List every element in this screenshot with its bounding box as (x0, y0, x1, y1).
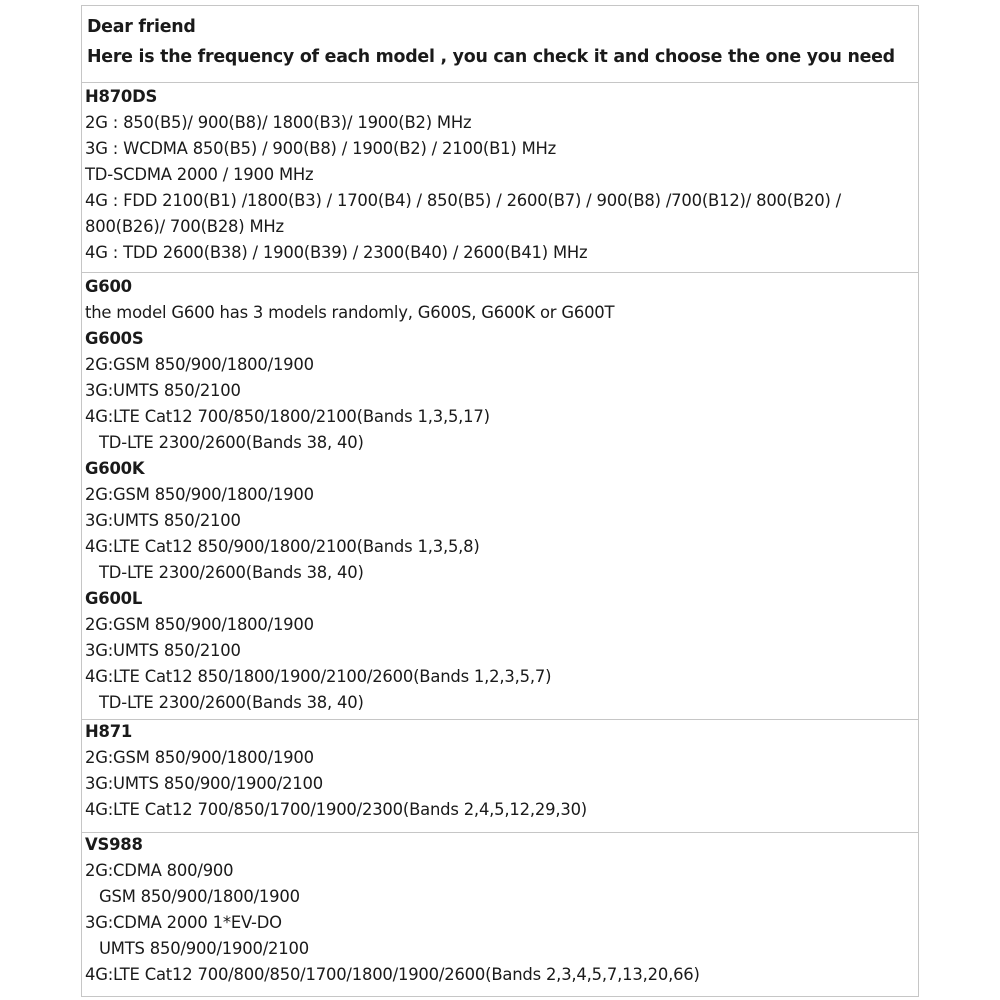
spec-line: 2G:GSM 850/900/1800/1900 (85, 355, 314, 374)
spec-line: TD-LTE 2300/2600(Bands 38, 40) (99, 563, 364, 582)
spec-line: 4G:LTE Cat12 850/1800/1900/2100/2600(Bands 1,2,3,5,7) (85, 667, 552, 686)
model-section-g600 (82, 272, 918, 719)
spec-line: 3G:UMTS 850/2100 (85, 381, 241, 400)
spec-line: 3G:CDMA 2000 1*EV-DO (85, 913, 282, 932)
spec-line: 4G:LTE Cat12 700/850/1700/1900/2300(Bands 2,4,5,12,29,30) (85, 800, 588, 819)
header-section (82, 6, 918, 82)
spec-line: 4G:LTE Cat12 850/900/1800/2100(Bands 1,3,5,8) (85, 537, 480, 556)
spec-line: TD-SCDMA 2000 / 1900 MHz (85, 165, 314, 184)
submodel-title: G600L (85, 589, 143, 608)
spec-line: UMTS 850/900/1900/2100 (99, 939, 309, 958)
spec-line: TD-LTE 2300/2600(Bands 38, 40) (99, 693, 364, 712)
model-note: the model G600 has 3 models randomly, G600S, G600K or G600T (85, 303, 615, 322)
spec-line: 4G:LTE Cat12 700/800/850/1700/1800/1900/2600(Bands 2,3,4,5,7,13,20,66) (85, 965, 700, 984)
spec-line: 3G : WCDMA 850(B5) / 900(B8) / 1900(B2) / 2100(B1) MHz (85, 139, 557, 158)
model-section-h870ds (82, 82, 918, 272)
spec-line: 2G:GSM 850/900/1800/1900 (85, 615, 314, 634)
spec-line: 3G:UMTS 850/900/1900/2100 (85, 774, 323, 793)
intro-text: Here is the frequency of each model , you can check it and choose the one you need (87, 47, 895, 67)
greeting: Dear friend (87, 17, 196, 37)
model-title: H871 (85, 722, 133, 741)
spec-line: 4G:LTE Cat12 700/850/1800/2100(Bands 1,3,5,17) (85, 407, 490, 426)
spec-line: 2G:GSM 850/900/1800/1900 (85, 485, 314, 504)
frequency-table (81, 5, 919, 997)
spec-line: 4G : FDD 2100(B1) /1800(B3) / 1700(B4) / 850(B5) / 2600(B7) / 900(B8) /700(B12)/ 800(B20) / (85, 191, 841, 210)
spec-line: 2G : 850(B5)/ 900(B8)/ 1800(B3)/ 1900(B2) MHz (85, 113, 472, 132)
spec-line: TD-LTE 2300/2600(Bands 38, 40) (99, 433, 364, 452)
model-section-vs988 (82, 832, 918, 996)
model-section-h871 (82, 719, 918, 832)
spec-line: GSM 850/900/1800/1900 (99, 887, 300, 906)
spec-line: 800(B26)/ 700(B28) MHz (85, 217, 284, 236)
submodel-title: G600K (85, 459, 145, 478)
spec-line: 3G:UMTS 850/2100 (85, 511, 241, 530)
spec-line: 2G:CDMA 800/900 (85, 861, 234, 880)
spec-line: 3G:UMTS 850/2100 (85, 641, 241, 660)
spec-line: 4G : TDD 2600(B38) / 1900(B39) / 2300(B40) / 2600(B41) MHz (85, 243, 588, 262)
model-title: H870DS (85, 87, 158, 106)
submodel-title: G600S (85, 329, 144, 348)
model-title: G600 (85, 277, 132, 296)
spec-line: 2G:GSM 850/900/1800/1900 (85, 748, 314, 767)
model-title: VS988 (85, 835, 143, 854)
